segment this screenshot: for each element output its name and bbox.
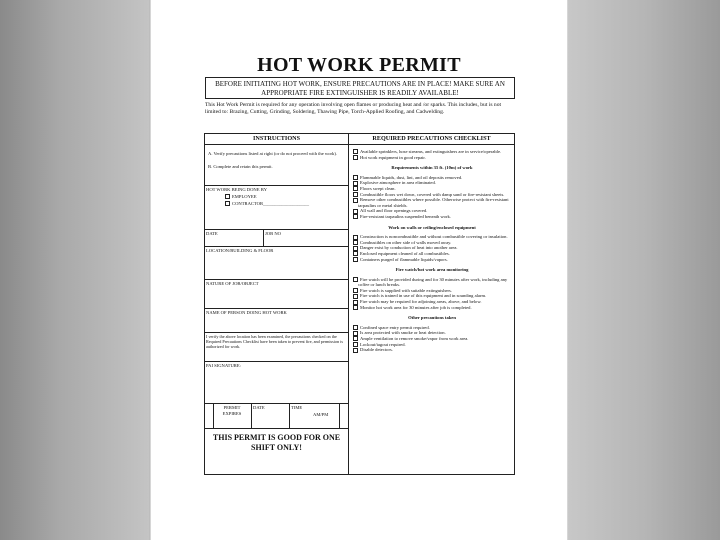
checklist-item[interactable]: Danger exist by conduction of heat into another area. bbox=[353, 245, 511, 251]
checkbox-icon bbox=[353, 155, 358, 160]
checkbox-icon bbox=[353, 305, 358, 310]
general-checks bbox=[353, 149, 511, 160]
date-field[interactable]: DATE bbox=[206, 231, 218, 236]
checkbox-icon bbox=[353, 336, 358, 341]
instruction-b: B. Complete and retain this permit. bbox=[208, 164, 273, 169]
checkbox-icon bbox=[353, 257, 358, 262]
checklist-item[interactable]: Construction is noncombustible and without combustible covering or insulation. bbox=[353, 234, 511, 240]
checklist-item[interactable]: Remove other combustibles where possible. Otherwise protect with fire-resistant tarpaulins or metal shields. bbox=[353, 197, 511, 208]
section-checks bbox=[353, 175, 511, 220]
checkbox-icon bbox=[353, 251, 358, 256]
checklist-header: REQUIRED PRECAUTIONS CHECKLIST bbox=[349, 134, 514, 145]
expiry-time-field[interactable]: TIME bbox=[291, 405, 303, 410]
checkbox-icon bbox=[353, 348, 358, 353]
job-no-field[interactable]: JOB NO bbox=[265, 231, 281, 236]
checklist-item[interactable]: Disable detectors. bbox=[353, 347, 511, 353]
checklist-item[interactable]: Ample ventilation to remove smoke/vapor from work area. bbox=[353, 336, 511, 342]
page-title: HOT WORK PERMIT bbox=[257, 54, 461, 76]
intro-paragraph: This Hot Work Permit is required for any operation involving open flames or producing heat and /or sparks. This includes, but is not limited to: Brazing, Cutting, Grinding, Soldering, Thawing Pipe, Torch-Applied Roofing, and Cadwelding. bbox=[205, 102, 502, 116]
checklist-item[interactable]: Fire watch is supplied with suitable extinguishers. bbox=[353, 288, 511, 294]
contractor-option[interactable]: CONTRACTOR____________________ bbox=[225, 201, 309, 207]
checklist-item[interactable]: Monitor hot work area for 30 minutes after job is completed. bbox=[353, 305, 511, 311]
checkbox-icon bbox=[353, 149, 358, 154]
section-heading: Requirements within 35 ft. (10m) of work bbox=[391, 165, 473, 171]
checkbox-icon bbox=[353, 300, 358, 305]
ampm-label: AM/PM bbox=[313, 412, 329, 417]
checklist-item[interactable]: Flammable liquids, dust, lint, and oil deposits removed. bbox=[353, 175, 511, 181]
checkbox-icon bbox=[353, 186, 358, 191]
employee-option[interactable]: EMPLOYEE bbox=[225, 194, 257, 200]
warning-notice: BEFORE INITIATING HOT WORK, ENSURE PRECAUTIONS ARE IN PLACE! MAKE SURE AN APPROPRIATE FIRE EXTINGUISHER IS READILY AVAILABLE! bbox=[205, 77, 515, 99]
checklist-item[interactable]: Confined space entry permit required. bbox=[353, 325, 511, 331]
person-field[interactable]: NAME OF PERSON DOING HOT WORK bbox=[206, 310, 287, 315]
verification-statement: I verify the above location has been examined, the precautions checked on the Required Precautions Checklist have been taken to prevent fire, and permission is authorized for work. bbox=[206, 334, 343, 350]
checklist-item[interactable]: Is area protected with smoke or heat detection. bbox=[353, 330, 511, 336]
shift-notice: THIS PERMIT IS GOOD FOR ONE SHIFT ONLY! bbox=[212, 433, 341, 452]
checklist-item[interactable]: Hot work equipment in good repair. bbox=[353, 155, 511, 161]
section-checks bbox=[353, 277, 511, 311]
checkbox-icon bbox=[225, 194, 230, 199]
checklist-item[interactable]: Fire watch may be required for adjoining areas, above, and below. bbox=[353, 299, 511, 305]
checklist-item[interactable]: All wall and floor openings covered. bbox=[353, 208, 511, 214]
checklist-item[interactable]: Available sprinklers, hose streams, and extinguishers are in service/operable. bbox=[353, 149, 511, 155]
section-checks bbox=[353, 234, 511, 262]
checklist-item[interactable]: Fire-resistant tarpaulins suspended beneath work. bbox=[353, 214, 511, 220]
section-heading: Work on walls or ceiling/enclosed equipment bbox=[388, 224, 476, 230]
pai-signature-field[interactable]: PAI SIGNATURE: bbox=[206, 363, 241, 368]
section-heading: Fire watch/hot work area monitoring bbox=[395, 267, 469, 273]
checklist-column bbox=[349, 134, 514, 474]
checklist-item[interactable]: Explosive atmosphere in area eliminated. bbox=[353, 180, 511, 186]
checklist-item[interactable]: Combustible floors wet down, covered with damp sand or fire-resistant sheets. bbox=[353, 192, 511, 198]
checklist-item[interactable]: Fire watch will be provided during and for 30 minutes after work, including any coffee or lunch breaks. bbox=[353, 277, 511, 288]
instructions-header: INSTRUCTIONS bbox=[205, 134, 348, 145]
checkbox-icon bbox=[225, 201, 230, 206]
checklist-item[interactable]: Containers purged of flammable liquids/vapors. bbox=[353, 257, 511, 263]
checklist-item[interactable]: Floors swept clean. bbox=[353, 186, 511, 192]
document-page bbox=[150, 0, 568, 540]
expiry-date-field[interactable]: DATE bbox=[253, 405, 265, 410]
section-heading: Other precautions taken bbox=[408, 315, 456, 321]
checkbox-icon bbox=[353, 214, 358, 219]
checkbox-icon bbox=[353, 235, 358, 240]
checklist-item[interactable]: Combustibles on other side of walls moved away. bbox=[353, 240, 511, 246]
instructions-column bbox=[205, 134, 349, 474]
checklist-item[interactable]: Lockout/tagout required. bbox=[353, 342, 511, 348]
location-field[interactable]: LOCATION/BUILDING & FLOOR bbox=[206, 248, 274, 253]
permit-expires-label: PERMIT EXPIRES bbox=[222, 405, 242, 416]
done-by-label: HOT WORK BEING DONE BY bbox=[206, 187, 268, 192]
section-checks bbox=[353, 325, 511, 353]
permit-form bbox=[204, 133, 515, 475]
checklist-item[interactable]: Fire watch is trained in use of this equipment and in sounding alarm. bbox=[353, 293, 511, 299]
background-right bbox=[566, 0, 720, 540]
checklist-body bbox=[353, 149, 511, 353]
checklist-item[interactable]: Enclosed equipment cleaned of all combustibles. bbox=[353, 251, 511, 257]
nature-field[interactable]: NATURE OF JOB/OBJECT bbox=[206, 281, 259, 286]
instruction-a: A. Verify precautions listed at right (or do not proceed with the work). bbox=[208, 151, 338, 156]
